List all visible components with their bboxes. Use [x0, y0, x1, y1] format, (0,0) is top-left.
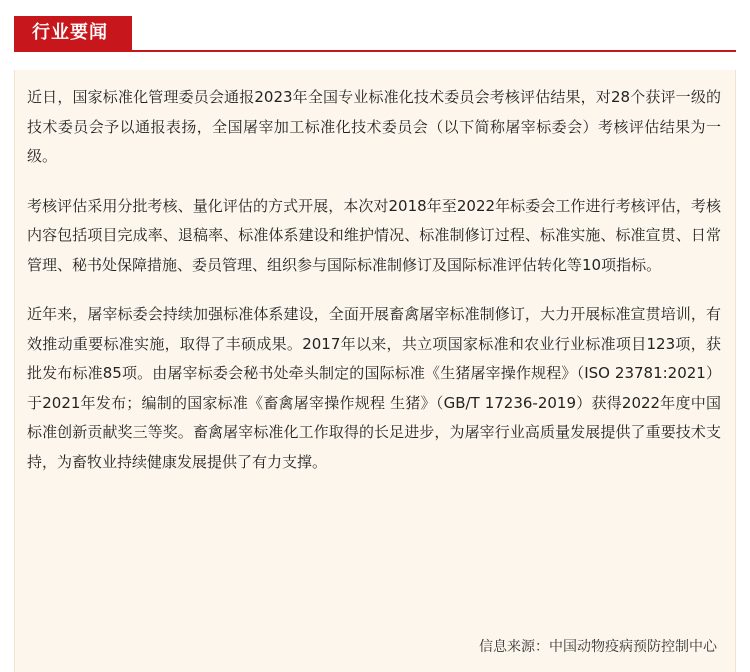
section-title: 行业要闻: [14, 16, 132, 50]
article-body: [14, 70, 736, 672]
article-paragraph-3: 近年来，屠宰标委会持续加强标准体系建设，全面开展畜禽屠宰标准制修订，大力开展标准宣贯培训，有效推动重要标准实施，取得了丰硕成果。2017年以来，共立项国家标准和农业行业标准项目123项，获批发布标准85项。由屠宰标委会秘书处牵头制定的国际标准《生猪屠宰操作规程》（ISO 23781:2021）于2021年发布；编制的国家标准《畜禽屠宰操作规程 生猪》（GB/T 17236-2019）获得2022年度中国标准创新贡献奖三等奖。畜禽屠宰标准化工作取得的长足进步，为屠宰行业高质量发展提供了重要技术支持，为畜牧业持续健康发展提供了有力支撑。: [27, 305, 721, 471]
source-attribution: 信息来源：中国动物疫病预防控制中心: [479, 639, 717, 655]
section-header: [14, 16, 736, 52]
article-paragraph-2: 考核评估采用分批考核、量化评估的方式开展，本次对2018年至2022年标委会工作进行考核评估，考核内容包括项目完成率、退稿率、标准体系建设和维护情况、标准制修订过程、标准实施、标准宣贯、日常管理、秘书处保障措施、委员管理、组织参与国际标准制修订及国际标准评估转化等10项指标。: [27, 196, 721, 274]
article-paragraph-1: 近日，国家标准化管理委员会通报2023年全国专业标准化技术委员会考核评估结果，对28个获评一级的技术委员会予以通报表扬，全国屠宰加工标准化技术委员会（以下简称屠宰标委会）考核评估结果为一级。: [27, 88, 721, 165]
